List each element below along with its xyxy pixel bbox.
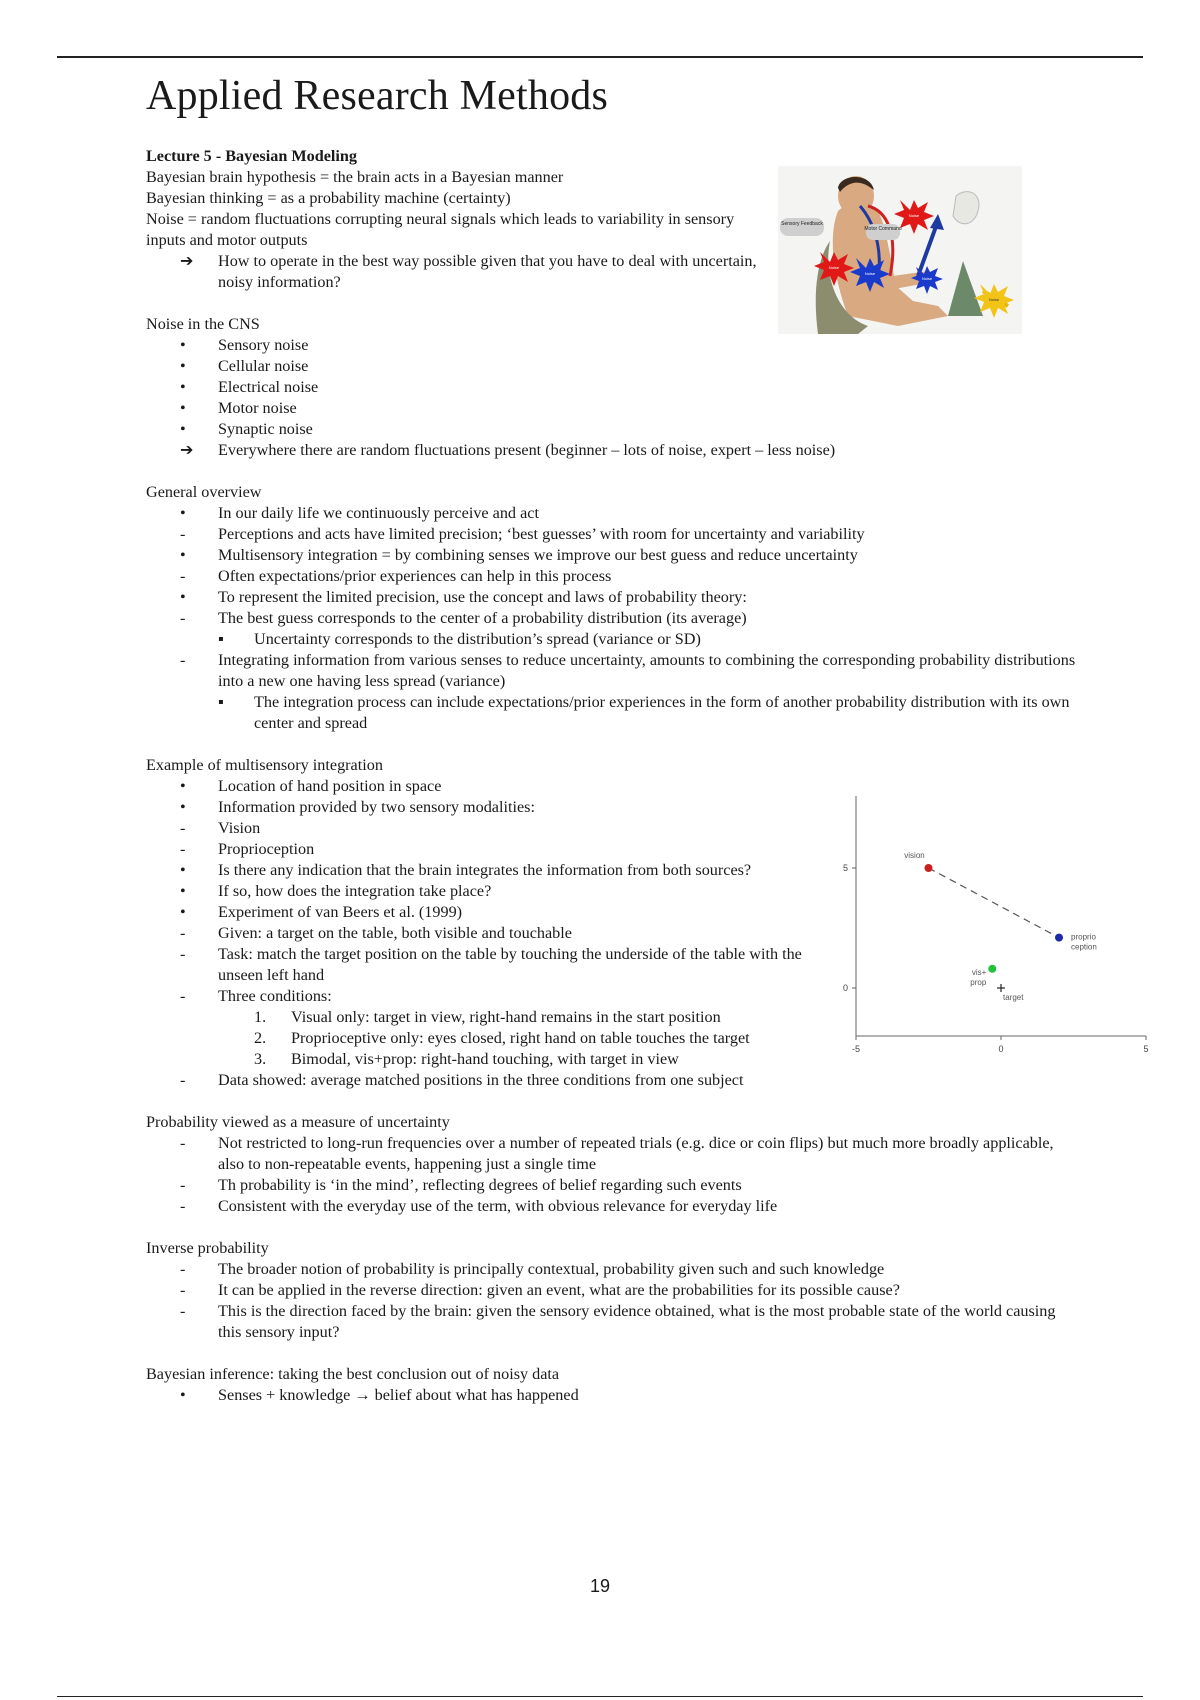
list-item (146, 1280, 1076, 1301)
list-item (146, 1133, 1076, 1175)
list-item (146, 608, 1076, 629)
item-text: Three conditions: (218, 987, 332, 1005)
y-tick-label: 0 (842, 983, 848, 993)
item-text: In our daily life we continuously perceive and act (218, 504, 539, 522)
list-item (146, 902, 826, 923)
item-text: Often expectations/prior experiences can help in this process (218, 567, 612, 585)
section-example (146, 755, 1076, 1091)
section-heading: Probability viewed as a measure of uncertainty (146, 1113, 450, 1131)
section-inference (146, 1364, 1076, 1406)
noise-label: Noise (988, 297, 1000, 302)
section-heading: Example of multisensory integration (146, 756, 383, 774)
item-text: Proprioception (218, 840, 315, 858)
point-label-vision: vision (904, 851, 925, 860)
list-item (146, 1259, 1076, 1280)
item-text: Motor noise (218, 399, 297, 417)
bullet-icon: • (180, 861, 186, 879)
noise-label: Noise (908, 213, 920, 218)
dash-icon: - (180, 819, 186, 837)
item-text: This is the direction faced by the brain: given the sensory evidence obtained, what is the most probable state of the world causing this sensory input? (218, 1302, 1056, 1341)
item-text: Integrating information from various senses to reduce uncertainty, amounts to combining the corresponding probability distributions into a new one having less spread (variance) (218, 651, 1076, 690)
item-text: It can be applied in the reverse direction: given an event, what are the probabilities for its possible cause? (218, 1281, 900, 1299)
bullet-icon: • (180, 420, 186, 438)
list-item (146, 818, 826, 839)
dash-icon: - (180, 1071, 186, 1089)
document-body (146, 146, 1076, 1427)
item-text: Synaptic noise (218, 420, 313, 438)
dash-icon: - (180, 567, 186, 585)
arrow-icon: → (354, 1386, 371, 1404)
list-item (146, 1196, 1076, 1217)
list-item (146, 398, 1076, 419)
dash-icon: - (180, 1281, 186, 1299)
list-item (146, 776, 826, 797)
numbered-item (146, 1049, 826, 1070)
bullet-icon: • (180, 504, 186, 522)
item-text: Multisensory integration = by combining senses we improve our best guess and reduce uncertainty (218, 546, 858, 564)
dash-icon: - (180, 924, 186, 942)
bullet-icon: • (180, 378, 186, 396)
item-text: The integration process can include expectations/prior experiences in the form of another probability distribution with its own center and spread (254, 693, 1070, 732)
item-number: 3. (254, 1050, 267, 1068)
item-text: Bimodal, vis+prop: right-hand touching, with target in view (291, 1050, 679, 1068)
section-heading: Bayesian inference: taking the best conclusion out of noisy data (146, 1365, 560, 1383)
point-label-vis-prop: vis+ prop (970, 967, 987, 987)
item-text: Cellular noise (218, 357, 309, 375)
dash-icon: - (180, 1197, 186, 1215)
section-heading: Noise in the CNS (146, 315, 260, 333)
point-label-target: target (1003, 993, 1024, 1002)
list-item (146, 524, 1076, 545)
bullet-icon: • (180, 1386, 186, 1404)
noise-label: Noise (864, 271, 876, 276)
item-number: 2. (254, 1029, 267, 1047)
section-heading: Inverse probability (146, 1239, 269, 1257)
motor-command-label: Motor Command (864, 226, 902, 232)
list-item (146, 1175, 1076, 1196)
section-overview (146, 482, 1076, 734)
item-text: Data showed: average matched positions in the three conditions from one subject (218, 1071, 744, 1089)
page-number: 19 (589, 1576, 611, 1596)
section-intro (146, 146, 1076, 293)
item-text: The best guess corresponds to the center of a probability distribution (its average) (218, 609, 747, 627)
list-item (146, 1301, 1076, 1343)
item-text: Is there any indication that the brain integrates the information from both sources? (218, 861, 752, 879)
point-label-proprioception: proprio ception (1071, 932, 1097, 952)
dash-icon: - (180, 1302, 186, 1320)
section-inverse (146, 1238, 1076, 1343)
list-item (146, 545, 1076, 566)
list-item (146, 797, 826, 818)
dash-icon: - (180, 651, 186, 669)
dash-icon: - (180, 987, 186, 1005)
intro-definitions (146, 167, 758, 293)
arrow-icon: ➔ (180, 441, 194, 459)
list-item (146, 1385, 1076, 1406)
list-item (146, 377, 1076, 398)
item-text: Consistent with the everyday use of the term, with obvious relevance for everyday life (218, 1197, 778, 1215)
y-tick-label: 5 (842, 863, 848, 873)
item-text-start: Senses + knowledge (218, 1386, 355, 1404)
item-text: How to operate in the best way possible given that you have to deal with uncertain, noisy information? (218, 252, 757, 291)
dash-icon: - (180, 1260, 186, 1278)
definition-line: Bayesian brain hypothesis = the brain acts in a Bayesian manner (146, 168, 564, 186)
list-item (146, 503, 1076, 524)
bullet-icon: • (180, 777, 186, 795)
sensory-feedback-label: Sensory Feedback (781, 221, 823, 227)
item-text: Electrical noise (218, 378, 319, 396)
bullet-icon: • (180, 357, 186, 375)
list-item (146, 419, 1076, 440)
item-text: Task: match the target position on the table by touching the underside of the table with the unseen left hand (218, 945, 802, 984)
dash-icon: - (180, 1176, 186, 1194)
numbered-item (146, 1007, 826, 1028)
section-probability (146, 1112, 1076, 1217)
item-text: Everywhere there are random fluctuations present (beginner – lots of noise, expert – less noise) (218, 441, 836, 459)
section-heading: Lecture 5 - Bayesian Modeling (146, 147, 358, 165)
small-bullet-icon: ▪ (218, 693, 224, 711)
dash-icon: - (180, 1134, 186, 1152)
list-item (146, 650, 1076, 692)
small-bullet-icon: ▪ (218, 630, 224, 648)
item-text: Th probability is ‘in the mind’, reflecting degrees of belief regarding such events (218, 1176, 742, 1194)
list-item (146, 587, 1076, 608)
list-item (146, 986, 826, 1007)
bullet-icon: • (180, 336, 186, 354)
bullet-icon: • (180, 399, 186, 417)
list-item (146, 923, 826, 944)
item-text: Not restricted to long-run frequencies over a number of repeated trials (e.g. dice or coin flips) but much more broadly applicable, also to non-repeatable events, happening just a single time (218, 1134, 1054, 1173)
list-item (146, 356, 1076, 377)
noise-label: Noise (921, 276, 933, 281)
arrow-item (146, 440, 1076, 461)
x-tick-label: 0 (998, 1044, 1004, 1054)
bullet-icon: • (180, 546, 186, 564)
dash-icon: - (180, 525, 186, 543)
list-item (146, 335, 1076, 356)
item-text: Given: a target on the table, both visible and touchable (218, 924, 572, 942)
bullet-icon: • (180, 798, 186, 816)
bullet-icon: • (180, 882, 186, 900)
dash-icon: - (180, 609, 186, 627)
list-item (146, 944, 826, 986)
item-text: Uncertainty corresponds to the distribution’s spread (variance or SD) (254, 630, 701, 648)
list-item (146, 860, 828, 881)
x-tick-label: -5 (851, 1044, 861, 1054)
item-number: 1. (254, 1008, 267, 1026)
sub-list-item (146, 629, 1076, 650)
list-item (146, 881, 826, 902)
definition-line: Noise = random fluctuations corrupting neural signals which leads to variability in sensory inputs and motor outputs (146, 210, 735, 249)
noise-label: Noise (828, 265, 840, 270)
page-title: Applied Research Methods (146, 73, 609, 119)
item-text: To represent the limited precision, use the concept and laws of probability theory: (218, 588, 747, 606)
dash-icon: - (180, 840, 186, 858)
item-text: The broader notion of probability is principally contextual, probability given such and such knowledge (218, 1260, 885, 1278)
example-list (146, 776, 826, 1091)
item-text: Location of hand position in space (218, 777, 442, 795)
arrow-icon: ➔ (180, 252, 194, 270)
x-tick-label: 5 (1143, 1044, 1149, 1054)
item-text: Experiment of van Beers et al. (1999) (218, 903, 463, 921)
section-heading: General overview (146, 483, 262, 501)
list-item (146, 839, 826, 860)
dash-icon: - (180, 945, 186, 963)
item-text: Vision (218, 819, 261, 837)
bullet-icon: • (180, 588, 186, 606)
bottom-rule (57, 1696, 1143, 1697)
item-text: Proprioceptive only: eyes closed, right hand on table touches the target (291, 1029, 750, 1047)
item-text: If so, how does the integration take place? (218, 882, 492, 900)
item-text: Information provided by two sensory modalities: (218, 798, 535, 816)
bullet-icon: • (180, 903, 186, 921)
item-text: Perceptions and acts have limited precision; ‘best guesses’ with room for uncertainty and variability (218, 525, 865, 543)
item-text-end: belief about what has happened (370, 1386, 579, 1404)
definition-line: Bayesian thinking = as a probability machine (certainty) (146, 189, 511, 207)
numbered-item (146, 1028, 826, 1049)
list-item (146, 1070, 826, 1091)
list-item (146, 566, 1076, 587)
arrow-item (146, 251, 758, 293)
item-text: Sensory noise (218, 336, 309, 354)
item-text: Visual only: target in view, right-hand remains in the start position (291, 1008, 721, 1026)
top-rule (57, 56, 1143, 58)
sub-list-item (146, 692, 1076, 734)
section-noise (146, 314, 1076, 461)
